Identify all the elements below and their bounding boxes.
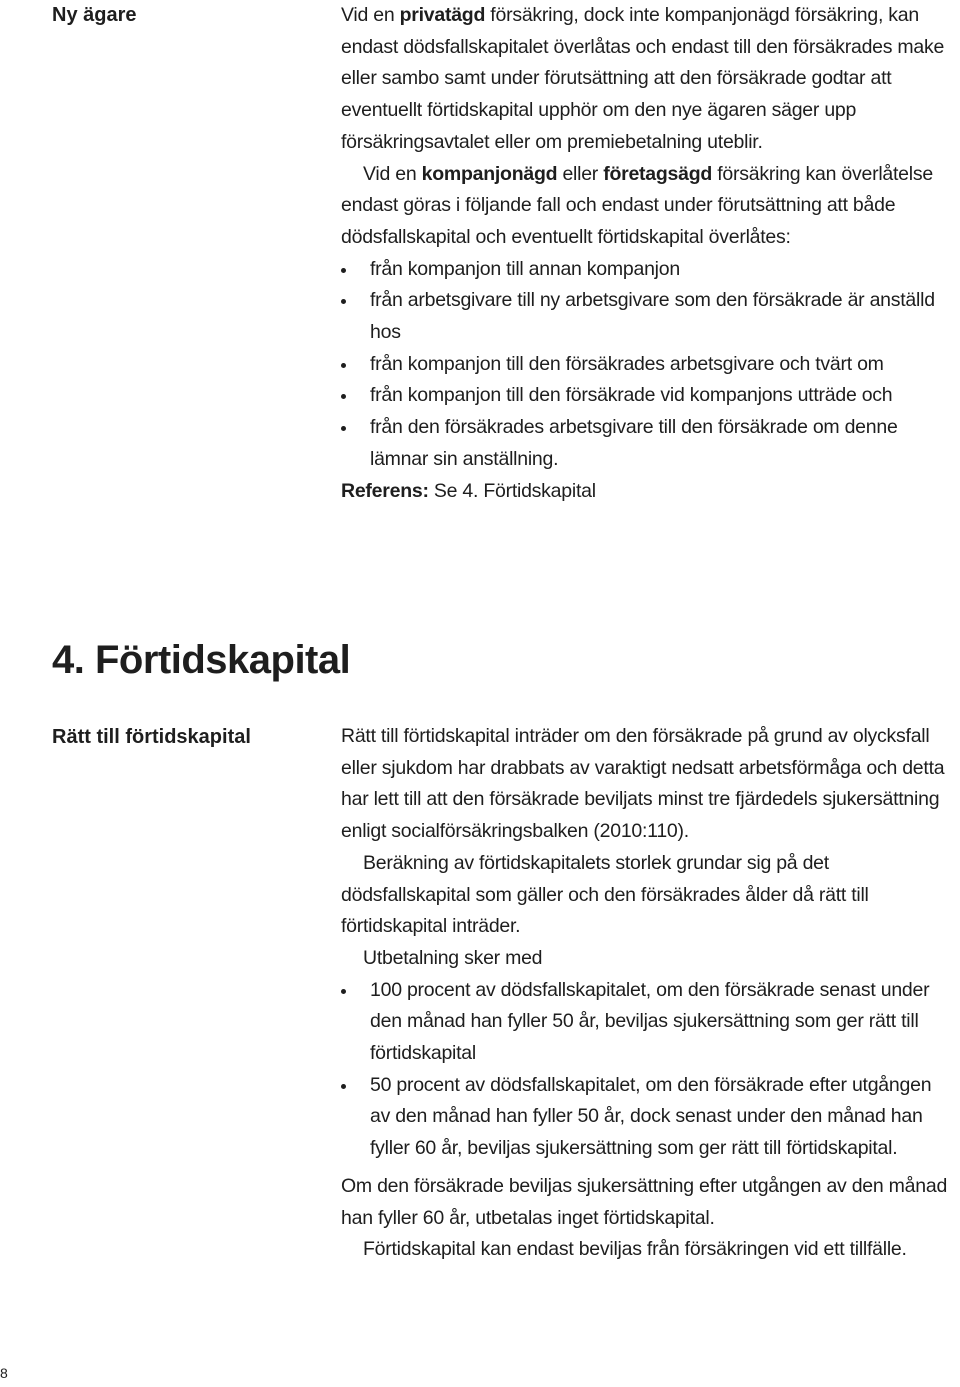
list-item: från kompanjon till annan kompanjon: [341, 254, 953, 286]
emphasis-kompanjonagd: kompanjonägd: [421, 162, 558, 185]
fortidskapital-body: [341, 721, 953, 1266]
bullet-icon: [341, 426, 346, 431]
ny-agare-body: [341, 0, 953, 507]
section-title-fortidskapital: 4. Förtidskapital: [52, 638, 351, 682]
bullet-icon: [341, 363, 346, 368]
bullet-icon: [341, 394, 346, 399]
ny-agare-paragraph-1: Vid en privatägd försäkring, dock inte kompanjonägd försäkring, kan endast dödsfallskapitalet överlåtas och endast till den försäkrades make eller sambo samt under förutsättning att den försäkrade godtar att eventuellt förtidskapital upphör om den nye ägaren säger upp försäkringsavtalet eller om premiebetalning uteblir.: [341, 4, 945, 153]
fortidskapital-paragraph-3: Utbetalning sker med: [363, 946, 543, 969]
bullet-icon: [341, 268, 346, 273]
bullet-icon: [341, 989, 346, 994]
fortidskapital-paragraph-1: Rätt till förtidskapital inträder om den försäkrade på grund av olycksfall eller sjukdom har drabbats av varaktigt nedsatt arbetsförmåga och detta har lett till att den försäkrade beviljats minst tre fjärdedels sjukersättning enligt socialförsäkringsbalken (2010:110).: [341, 725, 945, 843]
fortidskapital-paragraph-2: Beräkning av förtidskapitalets storlek grundar sig på det dödsfallskapital som gäller och den försäkrades ålder då rätt till förtidskapital inträder.: [341, 851, 869, 938]
emphasis-privatagd: privatägd: [399, 4, 486, 26]
fortidskapital-paragraph-4: Om den försäkrade beviljas sjukersättning efter utgången av den månad han fyller 60 år, utbetalas inget förtidskapital.: [341, 1174, 948, 1229]
list-item: 50 procent av dödsfallskapitalet, om den försäkrade efter utgången av den månad han fyller 50 år, dock senast under den månad han fyller 60 år, beviljas sjukersättning som ger rätt till förtidskapital.: [341, 1070, 953, 1165]
ny-agare-paragraph-2: Vid en kompanjonägd eller företagsägd försäkring kan överlåtelse endast göras i följande fall och endast under förutsättning att både dödsfallskapital och eventuellt förtidskapital överlåtes:: [341, 162, 933, 248]
fortidskapital-paragraph-5: Förtidskapital kan endast beviljas från försäkringen vid ett tillfälle.: [363, 1238, 907, 1261]
list-item: från arbetsgivare till ny arbetsgivare som den försäkrade är anställd hos: [341, 285, 953, 348]
list-item: från kompanjon till den försäkrades arbetsgivare och tvärt om: [341, 349, 953, 381]
reference-line: Referens: Se 4. Förtidskapital: [341, 479, 596, 502]
transfer-cases-list: [341, 254, 953, 476]
list-item: från kompanjon till den försäkrade vid kompanjons utträde och: [341, 380, 953, 412]
list-item: från den försäkrades arbetsgivare till den försäkrade om denne lämnar sin anställning.: [341, 412, 953, 475]
payout-list: [341, 975, 953, 1165]
bullet-icon: [341, 299, 346, 304]
bullet-icon: [341, 1084, 346, 1089]
reference-label: Referens:: [341, 479, 429, 502]
list-item: 100 procent av dödsfallskapitalet, om den försäkrade senast under den månad han fyller 50 år, beviljas sjukersättning som ger rätt till förtidskapital: [341, 975, 953, 1070]
heading-ratt-till-fortidskapital: Rätt till förtidskapital: [52, 726, 251, 748]
page-number: 8: [0, 1365, 8, 1381]
emphasis-foretagsagd: företagsägd: [603, 162, 713, 185]
heading-ny-agare: Ny ägare: [52, 4, 137, 26]
